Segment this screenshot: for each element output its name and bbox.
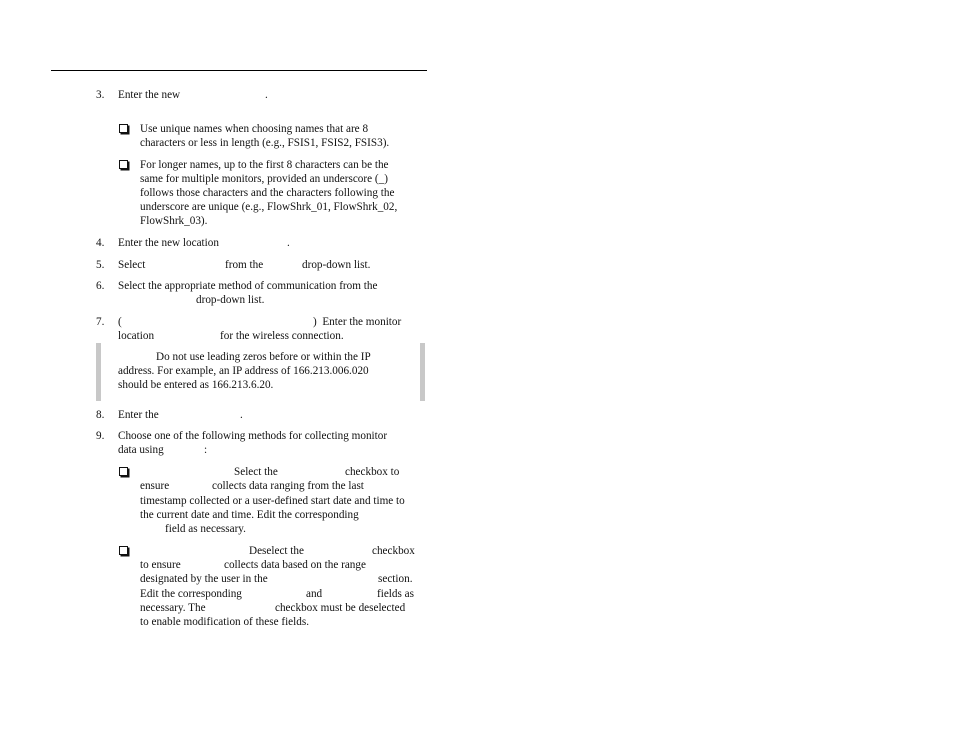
step-text: Enter the new — [118, 89, 181, 101]
bullet-text: For longer names, up to the first 8 characters can be the — [140, 159, 389, 171]
checkbox-bullet-icon — [119, 124, 128, 133]
step-text: Select — [118, 259, 146, 271]
bullet-text: to ensure — [140, 559, 181, 571]
bullet-text: Edit the corresponding — [140, 588, 242, 600]
step-number: 4. — [96, 237, 105, 249]
step-number: 3. — [96, 89, 105, 101]
bullet-text: section. — [378, 573, 413, 585]
bullet-text: collects data based on the range — [224, 559, 366, 571]
note-text: Do not use leading zeros before or within the IP — [156, 351, 371, 363]
step-text: . — [287, 237, 290, 249]
bullet-text: characters or less in length (e.g., FSIS1, FSIS2, FSIS3). — [140, 137, 390, 149]
bullet-text: field as necessary. — [165, 523, 246, 535]
bullet-text: fields as — [377, 588, 414, 600]
checkbox-bullet-icon — [119, 546, 128, 555]
bullet-text: checkbox to — [345, 466, 400, 478]
step-text: ) Enter the monitor — [313, 316, 402, 328]
bullet-text: same for multiple monitors, provided an underscore (_) — [140, 173, 388, 185]
bullet-text: FlowShrk_03). — [140, 215, 208, 227]
bullet-text: checkbox must be deselected — [275, 602, 406, 614]
header-rule — [51, 70, 427, 71]
note-text: should be entered as 166.213.6.20. — [118, 379, 274, 391]
checkbox-bullet-icon — [119, 467, 128, 476]
step-text: location — [118, 330, 155, 342]
step-text: from the — [225, 259, 264, 271]
note-right-bar — [420, 343, 425, 401]
step-text: : — [204, 444, 208, 456]
step-text: . — [240, 409, 243, 421]
bullet-text: ensure — [140, 480, 170, 492]
note-text: address. For example, an IP address of 166.213.006.020 — [118, 365, 369, 377]
note-left-bar — [96, 343, 101, 401]
checkbox-bullet-icon — [119, 160, 128, 169]
bullet-text: Select the — [234, 466, 278, 478]
step-number: 8. — [96, 409, 105, 421]
bullet-text: necessary. The — [140, 602, 206, 614]
step-text: Enter the new location — [118, 237, 219, 249]
step-number: 7. — [96, 316, 105, 328]
step-text: Choose one of the following methods for collecting monitor — [118, 430, 388, 442]
step-text: drop-down list. — [302, 259, 371, 271]
step-text: Select the appropriate method of communication from the — [118, 280, 378, 292]
bullet-text: follows those characters and the characters following the — [140, 187, 395, 199]
step-number: 6. — [96, 280, 105, 292]
bullet-text: Use unique names when choosing names that are 8 — [140, 123, 369, 135]
bullet-text: checkbox — [372, 545, 415, 557]
bullet-text: the current date and time. Edit the corresponding — [140, 509, 359, 521]
bullet-text: designated by the user in the — [140, 573, 268, 585]
bullet-text: timestamp collected or a user-defined start date and time to — [140, 495, 405, 507]
bullet-text: to enable modification of these fields. — [140, 616, 310, 628]
step-text: Enter the — [118, 409, 159, 421]
bullet-text: underscore are unique (e.g., FlowShrk_01, FlowShrk_02, — [140, 201, 398, 213]
step-text: . — [265, 89, 268, 101]
step-text: ( — [118, 316, 122, 328]
step-text: data using — [118, 444, 164, 456]
step-number: 9. — [96, 430, 105, 442]
step-text: drop-down list. — [196, 294, 265, 306]
bullet-text: collects data ranging from the last — [212, 480, 364, 492]
bullet-text: and — [306, 588, 323, 600]
step-text: for the wireless connection. — [220, 330, 344, 342]
bullet-text: Deselect the — [249, 545, 304, 557]
step-number: 5. — [96, 259, 105, 271]
